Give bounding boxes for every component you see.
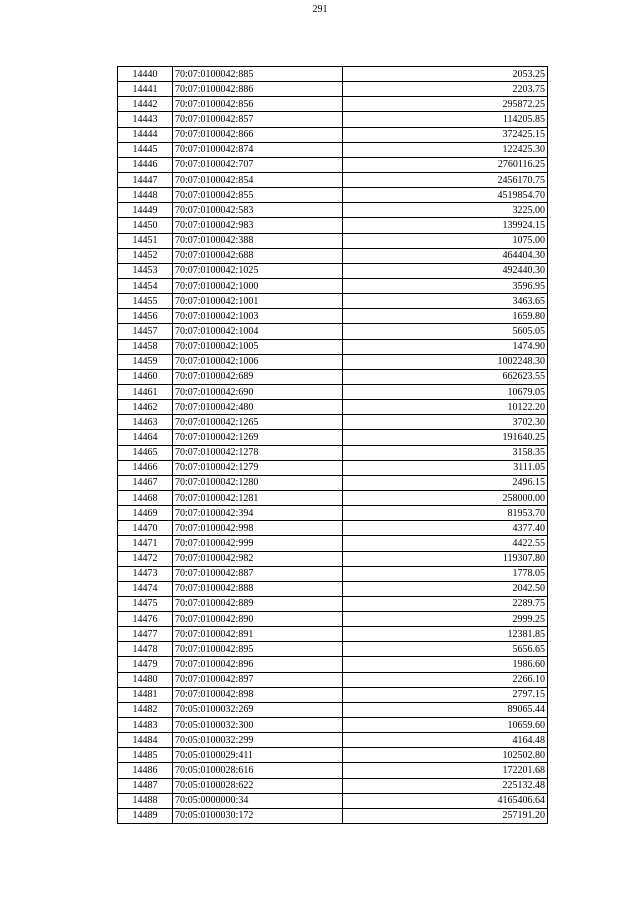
- row-number-cell: 14488: [118, 793, 173, 808]
- table-row: [118, 354, 548, 369]
- value-cell: 89065.44: [343, 702, 548, 717]
- row-number-cell: 14454: [118, 278, 173, 293]
- cadastral-number-cell: 70:07:0100042:857: [173, 112, 343, 127]
- value-cell: 2289.75: [343, 596, 548, 611]
- table-row: [118, 233, 548, 248]
- cadastral-number-cell: 70:05:0100028:616: [173, 763, 343, 778]
- table-row: [118, 475, 548, 490]
- value-cell: 4519854.70: [343, 188, 548, 203]
- table-row: [118, 521, 548, 536]
- row-number-cell: 14479: [118, 657, 173, 672]
- table-row: [118, 793, 548, 808]
- row-number-cell: 14482: [118, 702, 173, 717]
- value-cell: 225132.48: [343, 778, 548, 793]
- cadastral-number-cell: 70:07:0100042:707: [173, 157, 343, 172]
- value-cell: 3596.95: [343, 278, 548, 293]
- value-cell: 258000.00: [343, 490, 548, 505]
- value-cell: 464404.30: [343, 248, 548, 263]
- cadastral-number-cell: 70:07:0100042:998: [173, 521, 343, 536]
- table-row: [118, 748, 548, 763]
- cadastral-number-cell: 70:05:0000000:34: [173, 793, 343, 808]
- table-row: [118, 506, 548, 521]
- cadastral-number-cell: 70:05:0100028:622: [173, 778, 343, 793]
- row-number-cell: 14489: [118, 808, 173, 823]
- row-number-cell: 14442: [118, 97, 173, 112]
- row-number-cell: 14444: [118, 127, 173, 142]
- value-cell: 5656.65: [343, 642, 548, 657]
- row-number-cell: 14480: [118, 672, 173, 687]
- row-number-cell: 14448: [118, 188, 173, 203]
- value-cell: 5605.05: [343, 324, 548, 339]
- cadastral-number-cell: 70:07:0100042:1006: [173, 354, 343, 369]
- row-number-cell: 14441: [118, 82, 173, 97]
- row-number-cell: 14458: [118, 339, 173, 354]
- value-cell: 2797.15: [343, 687, 548, 702]
- table-row: [118, 294, 548, 309]
- row-number-cell: 14476: [118, 612, 173, 627]
- table-row: [118, 551, 548, 566]
- cadastral-number-cell: 70:07:0100042:480: [173, 400, 343, 415]
- cadastral-number-cell: 70:07:0100042:886: [173, 82, 343, 97]
- value-cell: 1474.90: [343, 339, 548, 354]
- row-number-cell: 14463: [118, 415, 173, 430]
- row-number-cell: 14446: [118, 157, 173, 172]
- value-cell: 4377.40: [343, 521, 548, 536]
- row-number-cell: 14486: [118, 763, 173, 778]
- cadastral-number-cell: 70:07:0100042:887: [173, 566, 343, 581]
- table-row: [118, 566, 548, 581]
- cadastral-number-cell: 70:07:0100042:1004: [173, 324, 343, 339]
- value-cell: 191640.25: [343, 430, 548, 445]
- cadastral-number-cell: 70:07:0100042:1278: [173, 445, 343, 460]
- table-row: [118, 278, 548, 293]
- value-cell: 2760116.25: [343, 157, 548, 172]
- row-number-cell: 14481: [118, 687, 173, 702]
- cadastral-number-cell: 70:07:0100042:898: [173, 687, 343, 702]
- table-row: [118, 596, 548, 611]
- cadastral-number-cell: 70:05:0100029:411: [173, 748, 343, 763]
- row-number-cell: 14457: [118, 324, 173, 339]
- table-row: [118, 430, 548, 445]
- table-row: [118, 460, 548, 475]
- cadastral-number-cell: 70:07:0100042:1280: [173, 475, 343, 490]
- table-row: [118, 339, 548, 354]
- cadastral-number-cell: 70:05:0100030:172: [173, 808, 343, 823]
- cadastral-number-cell: 70:07:0100042:855: [173, 188, 343, 203]
- cadastral-number-cell: 70:07:0100042:890: [173, 612, 343, 627]
- value-cell: 4165406.64: [343, 793, 548, 808]
- cadastral-number-cell: 70:07:0100042:982: [173, 551, 343, 566]
- row-number-cell: 14469: [118, 506, 173, 521]
- table-row: [118, 218, 548, 233]
- cadastral-number-cell: 70:07:0100042:856: [173, 97, 343, 112]
- value-cell: 2999.25: [343, 612, 548, 627]
- table-row: [118, 672, 548, 687]
- value-cell: 10679.05: [343, 384, 548, 399]
- page-number: 291: [312, 4, 328, 15]
- table-row: [118, 490, 548, 505]
- row-number-cell: 14474: [118, 581, 173, 596]
- cadastral-number-cell: 70:05:0100032:299: [173, 733, 343, 748]
- value-cell: 139924.15: [343, 218, 548, 233]
- row-number-cell: 14440: [118, 67, 173, 82]
- table-row: [118, 642, 548, 657]
- value-cell: 4164.48: [343, 733, 548, 748]
- cadastral-number-cell: 70:07:0100042:1000: [173, 278, 343, 293]
- value-cell: 372425.15: [343, 127, 548, 142]
- cadastral-number-cell: 70:07:0100042:895: [173, 642, 343, 657]
- value-cell: 1659.80: [343, 309, 548, 324]
- table-row: [118, 778, 548, 793]
- row-number-cell: 14460: [118, 369, 173, 384]
- value-cell: 4422.55: [343, 536, 548, 551]
- value-cell: 1986.60: [343, 657, 548, 672]
- cadastral-number-cell: 70:07:0100042:983: [173, 218, 343, 233]
- value-cell: 492440.30: [343, 263, 548, 278]
- value-cell: 2203.75: [343, 82, 548, 97]
- row-number-cell: 14468: [118, 490, 173, 505]
- value-cell: 1002248.30: [343, 354, 548, 369]
- cadastral-value-table: [117, 66, 548, 824]
- value-cell: 10659.60: [343, 718, 548, 733]
- cadastral-number-cell: 70:07:0100042:1281: [173, 490, 343, 505]
- value-cell: 3158.35: [343, 445, 548, 460]
- table-row: [118, 763, 548, 778]
- row-number-cell: 14459: [118, 354, 173, 369]
- row-number-cell: 14487: [118, 778, 173, 793]
- value-cell: 2266.10: [343, 672, 548, 687]
- table-row: [118, 142, 548, 157]
- table-row: [118, 384, 548, 399]
- table-row: [118, 612, 548, 627]
- value-cell: 3111.05: [343, 460, 548, 475]
- cadastral-number-cell: 70:07:0100042:874: [173, 142, 343, 157]
- value-cell: 257191.20: [343, 808, 548, 823]
- table-row: [118, 263, 548, 278]
- cadastral-number-cell: 70:07:0100042:388: [173, 233, 343, 248]
- row-number-cell: 14466: [118, 460, 173, 475]
- cadastral-number-cell: 70:07:0100042:1003: [173, 309, 343, 324]
- table-row: [118, 581, 548, 596]
- table-row: [118, 702, 548, 717]
- cadastral-number-cell: 70:07:0100042:885: [173, 67, 343, 82]
- cadastral-number-cell: 70:07:0100042:688: [173, 248, 343, 263]
- table-row: [118, 172, 548, 187]
- cadastral-number-cell: 70:07:0100042:889: [173, 596, 343, 611]
- value-cell: 662623.55: [343, 369, 548, 384]
- value-cell: 172201.68: [343, 763, 548, 778]
- cadastral-number-cell: 70:07:0100042:1005: [173, 339, 343, 354]
- cadastral-number-cell: 70:07:0100042:1279: [173, 460, 343, 475]
- cadastral-number-cell: 70:07:0100042:1025: [173, 263, 343, 278]
- value-cell: 3463.65: [343, 294, 548, 309]
- table-row: [118, 369, 548, 384]
- table-row: [118, 97, 548, 112]
- row-number-cell: 14451: [118, 233, 173, 248]
- row-number-cell: 14465: [118, 445, 173, 460]
- table-row: [118, 808, 548, 823]
- value-cell: 81953.70: [343, 506, 548, 521]
- table-row: [118, 127, 548, 142]
- cadastral-number-cell: 70:07:0100042:888: [173, 581, 343, 596]
- table-row: [118, 687, 548, 702]
- table-row: [118, 400, 548, 415]
- cadastral-number-cell: 70:07:0100042:854: [173, 172, 343, 187]
- table-row: [118, 248, 548, 263]
- table-row: [118, 415, 548, 430]
- row-number-cell: 14470: [118, 521, 173, 536]
- row-number-cell: 14449: [118, 203, 173, 218]
- row-number-cell: 14475: [118, 596, 173, 611]
- table-row: [118, 309, 548, 324]
- cadastral-number-cell: 70:07:0100042:689: [173, 369, 343, 384]
- cadastral-number-cell: 70:05:0100032:300: [173, 718, 343, 733]
- table-row: [118, 536, 548, 551]
- row-number-cell: 14467: [118, 475, 173, 490]
- cadastral-number-cell: 70:07:0100042:1001: [173, 294, 343, 309]
- table-row: [118, 718, 548, 733]
- table-row: [118, 112, 548, 127]
- value-cell: 1075.00: [343, 233, 548, 248]
- table-row: [118, 188, 548, 203]
- row-number-cell: 14478: [118, 642, 173, 657]
- row-number-cell: 14472: [118, 551, 173, 566]
- value-cell: 3702.30: [343, 415, 548, 430]
- table-row: [118, 733, 548, 748]
- value-cell: 102502.80: [343, 748, 548, 763]
- value-cell: 122425.30: [343, 142, 548, 157]
- table-row: [118, 67, 548, 82]
- value-cell: 1778.05: [343, 566, 548, 581]
- row-number-cell: 14483: [118, 718, 173, 733]
- cadastral-number-cell: 70:07:0100042:690: [173, 384, 343, 399]
- row-number-cell: 14443: [118, 112, 173, 127]
- table-body: [118, 67, 548, 824]
- cadastral-number-cell: 70:07:0100042:891: [173, 627, 343, 642]
- cadastral-number-cell: 70:07:0100042:394: [173, 506, 343, 521]
- value-cell: 2456170.75: [343, 172, 548, 187]
- cadastral-number-cell: 70:07:0100042:896: [173, 657, 343, 672]
- value-cell: 3225.00: [343, 203, 548, 218]
- table-row: [118, 203, 548, 218]
- value-cell: 119307.80: [343, 551, 548, 566]
- cadastral-number-cell: 70:07:0100042:1265: [173, 415, 343, 430]
- value-cell: 295872.25: [343, 97, 548, 112]
- cadastral-number-cell: 70:07:0100042:866: [173, 127, 343, 142]
- value-cell: 2496.15: [343, 475, 548, 490]
- table-row: [118, 82, 548, 97]
- row-number-cell: 14453: [118, 263, 173, 278]
- cadastral-number-cell: 70:07:0100042:1269: [173, 430, 343, 445]
- row-number-cell: 14485: [118, 748, 173, 763]
- row-number-cell: 14447: [118, 172, 173, 187]
- row-number-cell: 14462: [118, 400, 173, 415]
- row-number-cell: 14452: [118, 248, 173, 263]
- row-number-cell: 14461: [118, 384, 173, 399]
- row-number-cell: 14455: [118, 294, 173, 309]
- value-cell: 12381.85: [343, 627, 548, 642]
- table-row: [118, 157, 548, 172]
- cadastral-number-cell: 70:07:0100042:999: [173, 536, 343, 551]
- row-number-cell: 14471: [118, 536, 173, 551]
- table-row: [118, 324, 548, 339]
- value-cell: 2053.25: [343, 67, 548, 82]
- row-number-cell: 14477: [118, 627, 173, 642]
- table-row: [118, 445, 548, 460]
- value-cell: 114205.85: [343, 112, 548, 127]
- table-row: [118, 627, 548, 642]
- row-number-cell: 14445: [118, 142, 173, 157]
- row-number-cell: 14473: [118, 566, 173, 581]
- table-row: [118, 657, 548, 672]
- value-cell: 2042.50: [343, 581, 548, 596]
- cadastral-number-cell: 70:05:0100032:269: [173, 702, 343, 717]
- value-cell: 10122.20: [343, 400, 548, 415]
- row-number-cell: 14464: [118, 430, 173, 445]
- row-number-cell: 14456: [118, 309, 173, 324]
- row-number-cell: 14450: [118, 218, 173, 233]
- cadastral-number-cell: 70:07:0100042:897: [173, 672, 343, 687]
- row-number-cell: 14484: [118, 733, 173, 748]
- cadastral-number-cell: 70:07:0100042:583: [173, 203, 343, 218]
